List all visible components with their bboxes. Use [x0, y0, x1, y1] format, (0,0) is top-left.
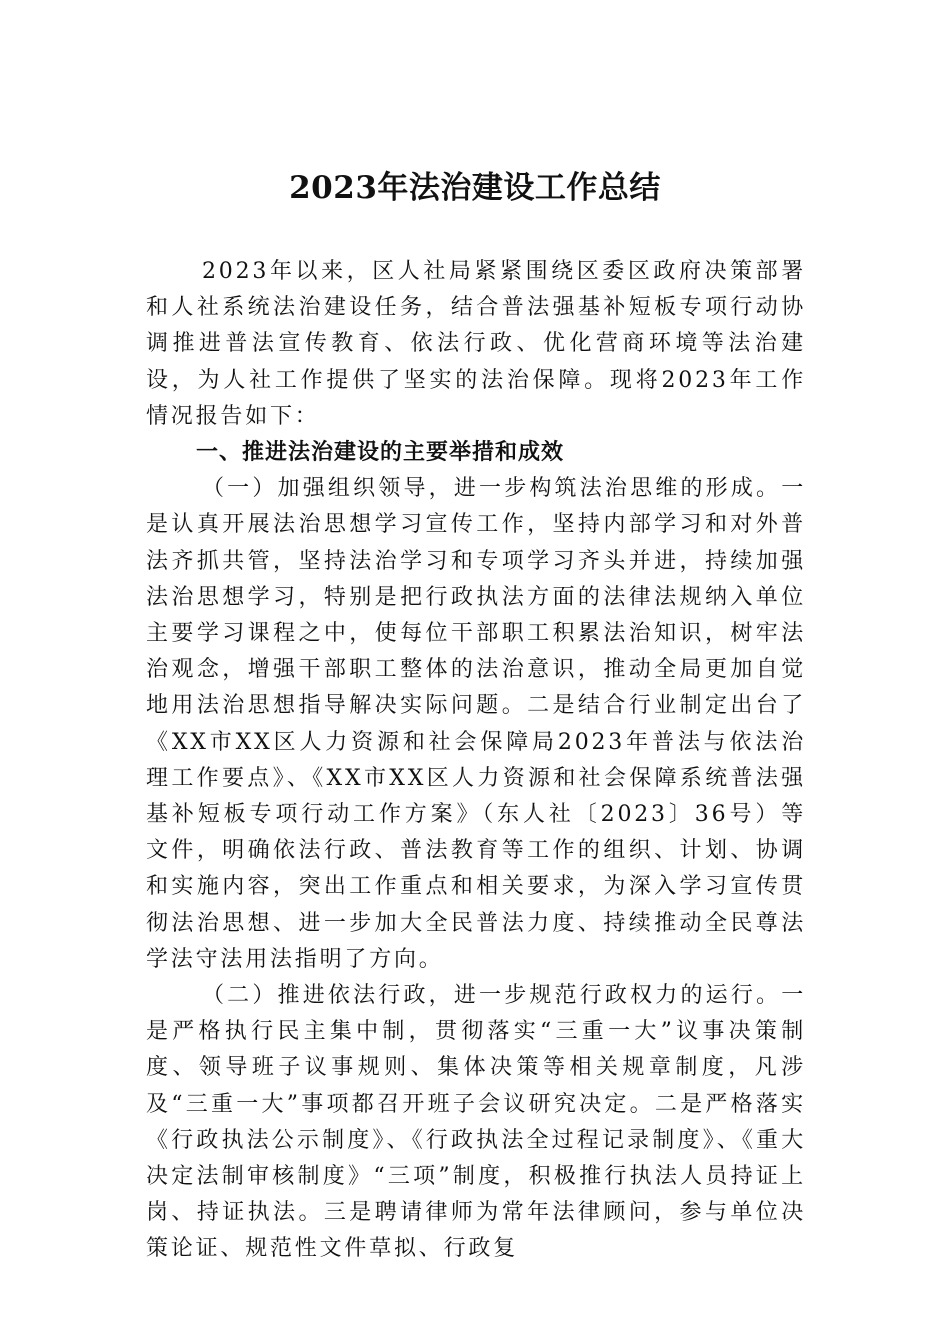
section-heading: 一、推进法治建设的主要举措和成效	[196, 440, 565, 466]
paragraph-organization: （一）加强组织领导，进一步构筑法治思维的形成。一是认真开展法治思想学习宣传工作，坚持内部学习和对外普法齐抓共管，坚持法治学习和专项学习齐头并进，持续加强法治思想学习，特别是把行政执法方面的法律法规纳入单位主要学习课程之中，使每位干部职工积累法治知识，树牢法治观念，增强干部职工整体的法治意识，推动全局更加自觉地用法治思想指导解决实际问题。二是结合行业制定出台了《XX市XX区人力资源和社会保障局2023年普法与依法治理工作要点》、《XX市XX区人力资源和社会保障系统普法强基补短板专项行动工作方案》（东人社〔2023〕36号）等文件，明确依法行政、普法教育等工作的组织、计划、协调和实施内容，突出工作重点和相关要求，为深入学习宣传贯彻法治思想、进一步加大全民普法力度、持续推动全民尊法学法守法用法指明了方向。	[146, 476, 806, 972]
document-body	[146, 254, 806, 1268]
intro-paragraph: 2023年以来，区人社局紧紧围绕区委区政府决策部署和人社系统法治建设任务，结合普法强基补短板专项行动协调推进普法宣传教育、依法行政、优化营商环境等法治建设，为人社工作提供了坚实的法治保障。现将2023年工作情况报告如下：	[146, 259, 806, 429]
paragraph-administration: （二）推进依法行政，进一步规范行政权力的运行。一是严格执行民主集中制，贯彻落实“三重一大”议事决策制度、领导班子议事规则、集体决策等相关规章制度，凡涉及“三重一大”事项都召开班子会议研究决定。二是严格落实《行政执法公示制度》、《行政执法全过程记录制度》、《重大决定法制审核制度》“三项”制度，积极推行执法人员持证上岗、持证执法。三是聘请律师为常年法律顾问，参与单位决策论证、规范性文件草拟、行政复	[146, 983, 806, 1262]
document-title: 2023年法治建设工作总结	[289, 170, 661, 206]
